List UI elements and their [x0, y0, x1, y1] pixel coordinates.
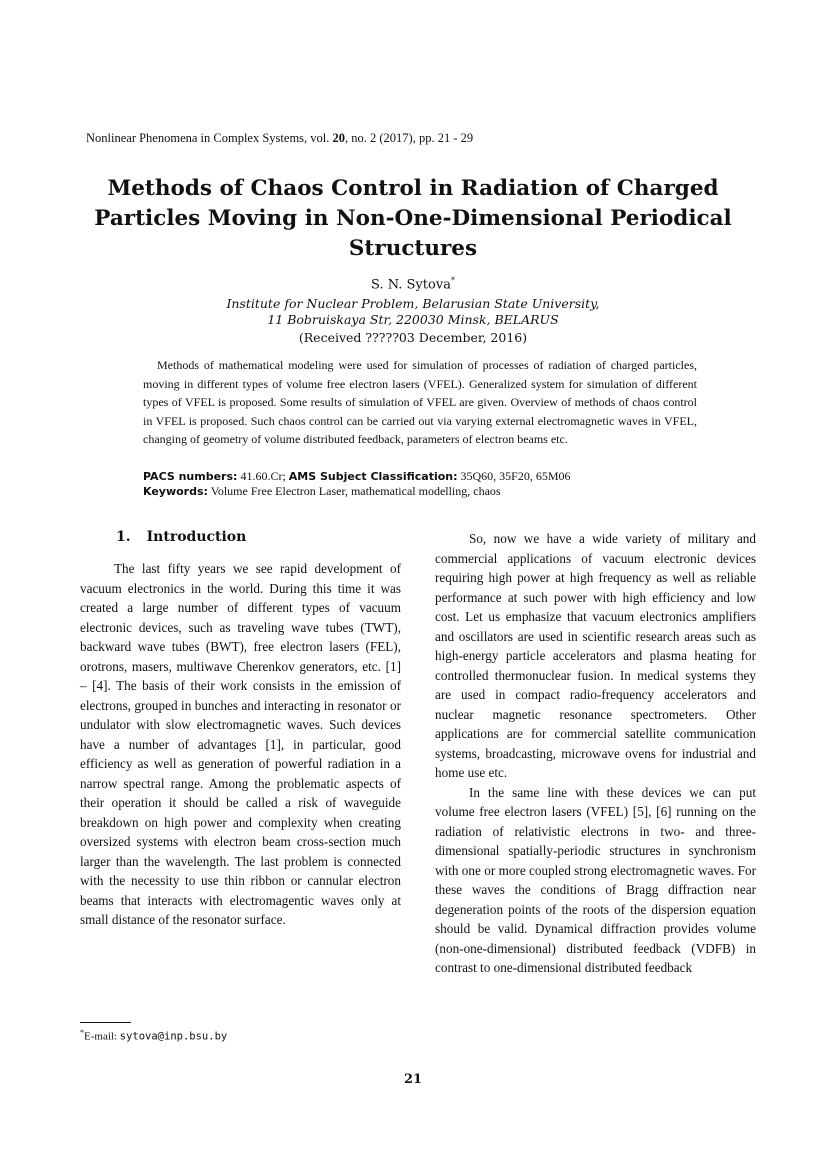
author-name: S. N. Sytova [371, 277, 451, 293]
body-paragraph: In the same line with these devices we can put volume free electron lasers (VFEL) [5], [6] running on the radiation of relativistic electrons in two- and three-dimensional spatially-periodic structures in synchronism with one or more coupled strong electromagnetic waves. For these waves the conditions of Bragg diffraction near degeneration points of the roots of the dispersion equation should be valid. Dynamical diffraction provides volume (non-one-dimensional) distributed feedback (VDFB) in contrast to one-dimensional distributed feedback [435, 784, 756, 975]
body-paragraph: So, now we have a wide variety of military and commercial applications of vacuum electronic devices requiring high power at high frequency as well as reliable performance at such power with high efficiency and low cost. Let us emphasize that vacuum electronics amplifiers and oscillators are used in scientific research areas such as high-energy particle accelerators and plasma heating for controlled thermonuclear fusion. In medical systems they are used in compact radio-frequency accelerators and nuclear magnetic resonance spectrometers. Other applications are for commercial satellite communication systems, broadcasting, microwave ovens for industrial and home use etc. [435, 531, 756, 780]
body-paragraph: The last fifty years we see rapid development of vacuum electronics in the world. During this time it was created a large number of different types of vacuum electronic devices, such as traveling wave tubes (TWT), backward wave tubes (BWT), free electron lasers (FEL), orotrons, masers, multiwave Cherenkov generators, etc. [1] – [4]. The basis of their work consists in the emission of electrons, grouped in bunches and interacting in resonator or undulator with slow electromagnetic waves. Such devices have a number of advantages [1], in particular, good efficiency as well as generation of powerful radiation in a narrow spectral range. Among the problematic aspects of their operation it should be called a risk of waveguide breakdown on high power and complexity when creating oversized systems with electron beam cross-section much larger than the wavelength. The last problem is connected with the necessity to use thin ribbon or cannular electron beams that interacts with electromagentic waves only at small distance of the resonator surface. [80, 561, 401, 927]
footnote [80, 1028, 227, 1043]
journal-issue-pages: , no. 2 (2017), pp. 21 - 29 [345, 131, 474, 145]
paper-title: Methods of Chaos Control in Radiation of Charged Particles Moving in Non-One-Dimensional Periodical Structures [94, 176, 732, 261]
left-column [80, 527, 401, 930]
journal-volume: 20 [332, 131, 346, 145]
journal-citation [86, 131, 473, 146]
author-footnote-mark: * [450, 276, 455, 285]
right-column [435, 529, 756, 978]
affiliation-line-2: 11 Bobruiskaya Str, 220030 Minsk, BELARUS [267, 312, 559, 327]
keywords-label: Keywords: [143, 485, 208, 498]
section-number: 1. [116, 529, 131, 545]
ams-label: AMS Subject Classification: [288, 470, 458, 483]
pacs-line [143, 469, 703, 484]
footnote-label: E-mail: [84, 1030, 120, 1043]
footnote-divider [80, 1022, 131, 1023]
keywords-line [143, 484, 703, 499]
section-title: Introduction [146, 529, 247, 545]
pacs-value: 41.60.Cr; [237, 469, 289, 483]
received-date: (Received ?????03 December, 2016) [298, 330, 528, 345]
affiliation-line-1: Institute for Nuclear Problem, Belarusian State University, [226, 296, 600, 311]
footnote-email: sytova@inp.bsu.by [119, 1030, 228, 1043]
keywords-value: Volume Free Electron Laser, mathematical modelling, chaos [207, 484, 501, 498]
abstract: Methods of mathematical modeling were used for simulation of processes of radiation of charged particles, moving in different types of volume free electron lasers (VFEL). Generalized system for simulation of different types of VFEL is proposed. Some results of simulation of VFEL are given. Overview of methods of chaos control in VFEL is proposed. Such chaos control can be carried out via varying external electromagnetic waves in VFEL, changing of geometry of volume distributed feedback, parameters of electron beams etc. [143, 358, 697, 446]
footnote-mark: * [80, 1028, 84, 1037]
section-heading [116, 527, 401, 559]
classification-block [143, 469, 703, 499]
affiliation [0, 296, 826, 328]
page-number: 21 [403, 1072, 423, 1087]
ams-value: 35Q60, 35F20, 65M06 [457, 469, 571, 483]
author-line [0, 276, 826, 292]
pacs-label: PACS numbers: [143, 470, 238, 483]
journal-name: Nonlinear Phenomena in Complex Systems, vol. [86, 131, 333, 145]
